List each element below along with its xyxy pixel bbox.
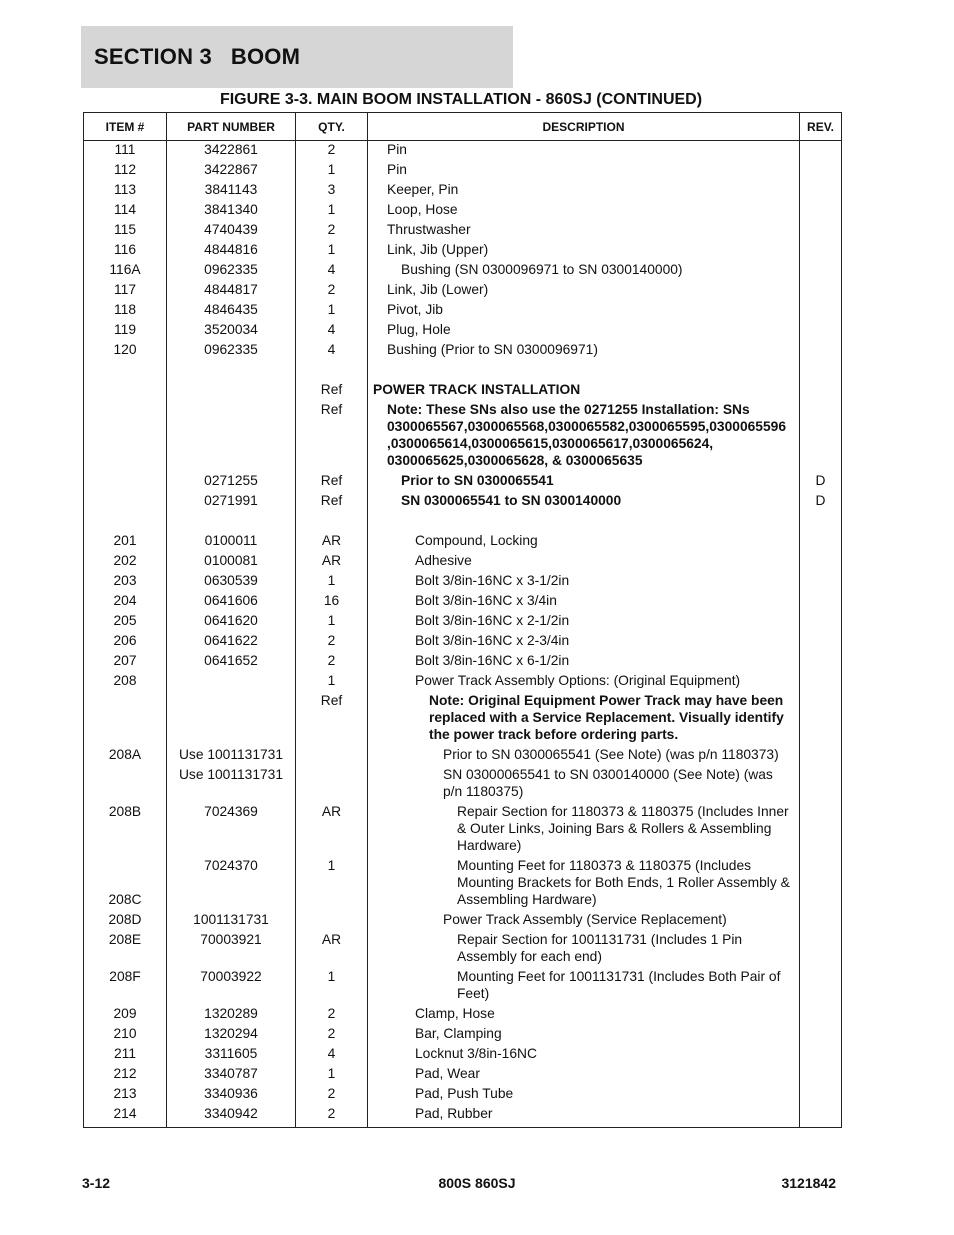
table-row bbox=[84, 1104, 842, 1128]
footer-model: 800S 860SJ bbox=[438, 1175, 516, 1191]
item-number-cell: 111 bbox=[84, 141, 167, 160]
revision-cell bbox=[800, 200, 842, 220]
item-number-cell: 210 bbox=[84, 1024, 167, 1044]
description-cell: Bolt 3/8in-16NC x 2-1/2in bbox=[368, 611, 800, 631]
description-cell: Mounting Feet for 1180373 & 1180375 (Includes Mounting Brackets for Both Ends, 1 Roller Assembly & Assembling Hardware) bbox=[368, 856, 800, 910]
revision-cell bbox=[800, 1064, 842, 1084]
header-item: ITEM # bbox=[84, 113, 167, 141]
part-number-cell bbox=[167, 380, 296, 400]
description-cell: Pin bbox=[368, 141, 800, 160]
table-row bbox=[84, 856, 842, 910]
empty-cell bbox=[84, 511, 167, 531]
part-number-cell: 4846435 bbox=[167, 300, 296, 320]
description-cell: Bolt 3/8in-16NC x 6-1/2in bbox=[368, 651, 800, 671]
quantity-cell: 4 bbox=[296, 260, 368, 280]
table-header-row bbox=[84, 113, 842, 141]
part-number-cell: Use 1001131731 bbox=[167, 745, 296, 765]
item-number-cell: 201 bbox=[84, 531, 167, 551]
description-cell: Bolt 3/8in-16NC x 2-3/4in bbox=[368, 631, 800, 651]
item-number-cell: 214 bbox=[84, 1104, 167, 1128]
table-row bbox=[84, 471, 842, 491]
quantity-cell: Ref bbox=[296, 491, 368, 511]
part-number-cell: 0641620 bbox=[167, 611, 296, 631]
revision-cell bbox=[800, 1084, 842, 1104]
table-row bbox=[84, 1004, 842, 1024]
quantity-cell: AR bbox=[296, 930, 368, 967]
part-number-cell: 7024369 bbox=[167, 802, 296, 856]
revision-cell bbox=[800, 1004, 842, 1024]
table-row bbox=[84, 200, 842, 220]
revision-cell bbox=[800, 220, 842, 240]
revision-cell bbox=[800, 141, 842, 160]
item-number-cell: 208A bbox=[84, 745, 167, 765]
part-number-cell: 3422867 bbox=[167, 160, 296, 180]
empty-cell bbox=[368, 360, 800, 380]
item-number-cell: 212 bbox=[84, 1064, 167, 1084]
table-row bbox=[84, 691, 842, 745]
quantity-cell: 2 bbox=[296, 631, 368, 651]
description-cell: Mounting Feet for 1001131731 (Includes Both Pair of Feet) bbox=[368, 967, 800, 1004]
description-cell: Pad, Wear bbox=[368, 1064, 800, 1084]
empty-cell bbox=[800, 511, 842, 531]
description-cell: Pivot, Jib bbox=[368, 300, 800, 320]
table-row bbox=[84, 1064, 842, 1084]
quantity-cell: 2 bbox=[296, 220, 368, 240]
part-number-cell: 3340787 bbox=[167, 1064, 296, 1084]
part-number-cell: 0100011 bbox=[167, 531, 296, 551]
section-banner bbox=[81, 26, 513, 88]
revision-cell bbox=[800, 531, 842, 551]
quantity-cell: 4 bbox=[296, 320, 368, 340]
table-row bbox=[84, 802, 842, 856]
empty-cell bbox=[296, 360, 368, 380]
revision-cell bbox=[800, 400, 842, 471]
table-row bbox=[84, 910, 842, 930]
item-number-cell: 209 bbox=[84, 1004, 167, 1024]
description-cell: Adhesive bbox=[368, 551, 800, 571]
part-number-cell: 1320289 bbox=[167, 1004, 296, 1024]
quantity-cell: 1 bbox=[296, 160, 368, 180]
quantity-cell: AR bbox=[296, 531, 368, 551]
revision-cell bbox=[800, 1104, 842, 1128]
quantity-cell: 4 bbox=[296, 1044, 368, 1064]
item-number-cell: 208E bbox=[84, 930, 167, 967]
item-number-cell bbox=[84, 471, 167, 491]
table-spacer-row bbox=[84, 360, 842, 380]
header-part-number: PART NUMBER bbox=[167, 113, 296, 141]
item-number-cell bbox=[84, 400, 167, 471]
quantity-cell: 1 bbox=[296, 571, 368, 591]
item-number-cell: 208B bbox=[84, 802, 167, 856]
item-number-cell bbox=[84, 691, 167, 745]
quantity-cell bbox=[296, 765, 368, 802]
item-number-cell: 208C bbox=[84, 856, 167, 910]
part-number-cell: 7024370 bbox=[167, 856, 296, 910]
table-row bbox=[84, 651, 842, 671]
quantity-cell: 1 bbox=[296, 671, 368, 691]
part-number-cell: 0271991 bbox=[167, 491, 296, 511]
table-row bbox=[84, 1084, 842, 1104]
header-rev: REV. bbox=[800, 113, 842, 141]
revision-cell: D bbox=[800, 471, 842, 491]
description-cell: Locknut 3/8in-16NC bbox=[368, 1044, 800, 1064]
revision-cell bbox=[800, 1044, 842, 1064]
description-cell: Link, Jib (Upper) bbox=[368, 240, 800, 260]
part-number-cell: 3340936 bbox=[167, 1084, 296, 1104]
table-row bbox=[84, 380, 842, 400]
quantity-cell: 1 bbox=[296, 200, 368, 220]
quantity-cell: 16 bbox=[296, 591, 368, 611]
revision-cell bbox=[800, 571, 842, 591]
revision-cell bbox=[800, 180, 842, 200]
revision-cell: D bbox=[800, 491, 842, 511]
description-cell: Loop, Hose bbox=[368, 200, 800, 220]
part-number-cell: 0630539 bbox=[167, 571, 296, 591]
item-number-cell: 202 bbox=[84, 551, 167, 571]
item-number-cell bbox=[84, 491, 167, 511]
item-number-cell: 206 bbox=[84, 631, 167, 651]
table-row bbox=[84, 745, 842, 765]
quantity-cell: 1 bbox=[296, 967, 368, 1004]
revision-cell bbox=[800, 1024, 842, 1044]
description-cell: Compound, Locking bbox=[368, 531, 800, 551]
part-number-cell: 4844816 bbox=[167, 240, 296, 260]
revision-cell bbox=[800, 671, 842, 691]
part-number-cell: 4844817 bbox=[167, 280, 296, 300]
table-row bbox=[84, 531, 842, 551]
item-number-cell: 205 bbox=[84, 611, 167, 631]
parts-table-body bbox=[84, 141, 842, 1128]
empty-cell bbox=[296, 511, 368, 531]
table-row bbox=[84, 491, 842, 511]
item-number-cell: 112 bbox=[84, 160, 167, 180]
item-number-cell: 203 bbox=[84, 571, 167, 591]
table-row bbox=[84, 141, 842, 160]
section-title: SECTION 3 BOOM bbox=[94, 44, 301, 69]
description-cell: Clamp, Hose bbox=[368, 1004, 800, 1024]
part-number-cell: Use 1001131731 bbox=[167, 765, 296, 802]
revision-cell bbox=[800, 691, 842, 745]
table-row bbox=[84, 1024, 842, 1044]
table-row bbox=[84, 180, 842, 200]
revision-cell bbox=[800, 340, 842, 360]
quantity-cell: 2 bbox=[296, 1104, 368, 1128]
item-number-cell bbox=[84, 765, 167, 802]
revision-cell bbox=[800, 300, 842, 320]
revision-cell bbox=[800, 802, 842, 856]
item-number-cell: 208D bbox=[84, 910, 167, 930]
revision-cell bbox=[800, 380, 842, 400]
item-number-cell: 120 bbox=[84, 340, 167, 360]
revision-cell bbox=[800, 260, 842, 280]
description-cell: POWER TRACK INSTALLATION bbox=[368, 380, 800, 400]
header-qty: QTY. bbox=[296, 113, 368, 141]
part-number-cell: 0962335 bbox=[167, 340, 296, 360]
description-cell: Bolt 3/8in-16NC x 3/4in bbox=[368, 591, 800, 611]
part-number-cell: 0641606 bbox=[167, 591, 296, 611]
item-number-cell: 113 bbox=[84, 180, 167, 200]
quantity-cell: 1 bbox=[296, 856, 368, 910]
revision-cell bbox=[800, 280, 842, 300]
quantity-cell: 2 bbox=[296, 141, 368, 160]
item-number-cell: 208F bbox=[84, 967, 167, 1004]
revision-cell bbox=[800, 551, 842, 571]
part-number-cell bbox=[167, 671, 296, 691]
quantity-cell: Ref bbox=[296, 691, 368, 745]
part-number-cell: 0962335 bbox=[167, 260, 296, 280]
item-number-cell: 208 bbox=[84, 671, 167, 691]
part-number-cell: 3422861 bbox=[167, 141, 296, 160]
description-cell: Prior to SN 0300065541 bbox=[368, 471, 800, 491]
part-number-cell: 3311605 bbox=[167, 1044, 296, 1064]
part-number-cell: 70003922 bbox=[167, 967, 296, 1004]
quantity-cell: 2 bbox=[296, 651, 368, 671]
part-number-cell bbox=[167, 400, 296, 471]
part-number-cell: 3841340 bbox=[167, 200, 296, 220]
parts-table bbox=[83, 112, 842, 1128]
item-number-cell: 119 bbox=[84, 320, 167, 340]
empty-cell bbox=[167, 360, 296, 380]
revision-cell bbox=[800, 240, 842, 260]
empty-cell bbox=[84, 360, 167, 380]
part-number-cell: 0641652 bbox=[167, 651, 296, 671]
quantity-cell: AR bbox=[296, 551, 368, 571]
footer-doc-number: 3121842 bbox=[781, 1175, 836, 1191]
revision-cell bbox=[800, 591, 842, 611]
table-row bbox=[84, 930, 842, 967]
revision-cell bbox=[800, 611, 842, 631]
part-number-cell: 70003921 bbox=[167, 930, 296, 967]
revision-cell bbox=[800, 856, 842, 910]
description-cell: Link, Jib (Lower) bbox=[368, 280, 800, 300]
revision-cell bbox=[800, 160, 842, 180]
description-cell: Bar, Clamping bbox=[368, 1024, 800, 1044]
item-number-cell: 116A bbox=[84, 260, 167, 280]
table-row bbox=[84, 571, 842, 591]
table-row bbox=[84, 260, 842, 280]
part-number-cell: 3841143 bbox=[167, 180, 296, 200]
empty-cell bbox=[368, 511, 800, 531]
description-cell: Prior to SN 0300065541 (See Note) (was p/n 1180373) bbox=[368, 745, 800, 765]
revision-cell bbox=[800, 745, 842, 765]
description-cell: Bushing (Prior to SN 0300096971) bbox=[368, 340, 800, 360]
table-row bbox=[84, 631, 842, 651]
part-number-cell: 3340942 bbox=[167, 1104, 296, 1128]
part-number-cell: 4740439 bbox=[167, 220, 296, 240]
description-cell: Pad, Push Tube bbox=[368, 1084, 800, 1104]
revision-cell bbox=[800, 765, 842, 802]
empty-cell bbox=[167, 511, 296, 531]
item-number-cell: 211 bbox=[84, 1044, 167, 1064]
revision-cell bbox=[800, 651, 842, 671]
description-cell: Bolt 3/8in-16NC x 3-1/2in bbox=[368, 571, 800, 591]
quantity-cell bbox=[296, 910, 368, 930]
table-row bbox=[84, 400, 842, 471]
revision-cell bbox=[800, 631, 842, 651]
table-row bbox=[84, 300, 842, 320]
description-cell: Keeper, Pin bbox=[368, 180, 800, 200]
table-row bbox=[84, 967, 842, 1004]
empty-cell bbox=[800, 360, 842, 380]
table-row bbox=[84, 280, 842, 300]
quantity-cell: Ref bbox=[296, 380, 368, 400]
part-number-cell: 1001131731 bbox=[167, 910, 296, 930]
quantity-cell: 1 bbox=[296, 300, 368, 320]
part-number-cell: 1320294 bbox=[167, 1024, 296, 1044]
quantity-cell bbox=[296, 745, 368, 765]
description-cell: Plug, Hole bbox=[368, 320, 800, 340]
item-number-cell: 117 bbox=[84, 280, 167, 300]
quantity-cell: 2 bbox=[296, 1084, 368, 1104]
quantity-cell: Ref bbox=[296, 400, 368, 471]
quantity-cell: 1 bbox=[296, 1064, 368, 1084]
quantity-cell: 1 bbox=[296, 611, 368, 631]
quantity-cell: 4 bbox=[296, 340, 368, 360]
footer-page-number: 3-12 bbox=[82, 1175, 111, 1191]
quantity-cell: 2 bbox=[296, 1024, 368, 1044]
item-number-cell: 114 bbox=[84, 200, 167, 220]
quantity-cell: 3 bbox=[296, 180, 368, 200]
revision-cell bbox=[800, 967, 842, 1004]
table-row bbox=[84, 340, 842, 360]
table-row bbox=[84, 671, 842, 691]
description-cell: Repair Section for 1001131731 (Includes 1 Pin Assembly for each end) bbox=[368, 930, 800, 967]
part-number-cell: 0100081 bbox=[167, 551, 296, 571]
part-number-cell: 0271255 bbox=[167, 471, 296, 491]
description-cell: Power Track Assembly (Service Replacement) bbox=[368, 910, 800, 930]
table-row bbox=[84, 1044, 842, 1064]
description-cell: Pin bbox=[368, 160, 800, 180]
revision-cell bbox=[800, 910, 842, 930]
table-row bbox=[84, 320, 842, 340]
quantity-cell: 1 bbox=[296, 240, 368, 260]
description-cell: Thrustwasher bbox=[368, 220, 800, 240]
quantity-cell: AR bbox=[296, 802, 368, 856]
table-spacer-row bbox=[84, 511, 842, 531]
table-row bbox=[84, 220, 842, 240]
item-number-cell bbox=[84, 380, 167, 400]
description-cell: Repair Section for 1180373 & 1180375 (Includes Inner & Outer Links, Joining Bars & Rollers & Assembling Hardware) bbox=[368, 802, 800, 856]
table-row bbox=[84, 765, 842, 802]
item-number-cell: 116 bbox=[84, 240, 167, 260]
part-number-cell bbox=[167, 691, 296, 745]
table-row bbox=[84, 591, 842, 611]
item-number-cell: 207 bbox=[84, 651, 167, 671]
quantity-cell: 2 bbox=[296, 280, 368, 300]
table-row bbox=[84, 160, 842, 180]
item-number-cell: 204 bbox=[84, 591, 167, 611]
table-row bbox=[84, 551, 842, 571]
part-number-cell: 3520034 bbox=[167, 320, 296, 340]
header-description: DESCRIPTION bbox=[368, 113, 800, 141]
description-cell: Note: Original Equipment Power Track may have been replaced with a Service Replacement. Visually identify the power track before ordering parts. bbox=[368, 691, 800, 745]
revision-cell bbox=[800, 930, 842, 967]
quantity-cell: Ref bbox=[296, 471, 368, 491]
table-row bbox=[84, 240, 842, 260]
table-row bbox=[84, 611, 842, 631]
description-cell: Bushing (SN 0300096971 to SN 0300140000) bbox=[368, 260, 800, 280]
item-number-cell: 213 bbox=[84, 1084, 167, 1104]
description-cell: Pad, Rubber bbox=[368, 1104, 800, 1128]
description-cell: SN 0300065541 to SN 0300140000 bbox=[368, 491, 800, 511]
figure-title: FIGURE 3-3. MAIN BOOM INSTALLATION - 860SJ (CONTINUED) bbox=[219, 91, 703, 108]
description-cell: Note: These SNs also use the 0271255 Installation: SNs 0300065567,0300065568,0300065582,0300065595,0300065596 ,0300065614,0300065615,0300065617,0300065624, 0300065625,0300065628, & 0300065635 bbox=[368, 400, 800, 471]
item-number-cell: 115 bbox=[84, 220, 167, 240]
part-number-cell: 0641622 bbox=[167, 631, 296, 651]
item-number-cell: 118 bbox=[84, 300, 167, 320]
quantity-cell: 2 bbox=[296, 1004, 368, 1024]
description-cell: Power Track Assembly Options: (Original Equipment) bbox=[368, 671, 800, 691]
revision-cell bbox=[800, 320, 842, 340]
description-cell: SN 03000065541 to SN 0300140000 (See Note) (was p/n 1180375) bbox=[368, 765, 800, 802]
